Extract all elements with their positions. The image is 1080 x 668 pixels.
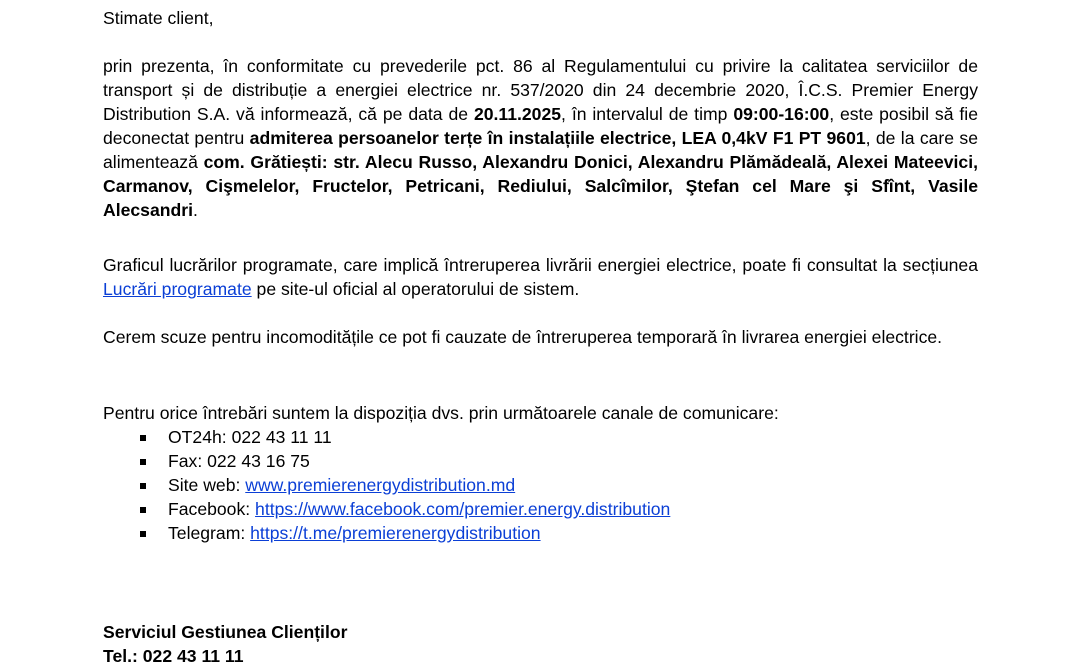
schedule-after: pe site-ul oficial al operatorului de sistem. <box>251 279 580 299</box>
contact-list <box>140 425 670 545</box>
contact-label: OT24h: <box>168 427 232 447</box>
square-bullet-icon <box>140 459 146 465</box>
facebook-link[interactable]: https://www.facebook.com/premier.energy.distribution <box>255 499 671 519</box>
contact-label: Facebook: <box>168 499 256 519</box>
ot24h-phone: 022 43 11 11 <box>231 427 332 447</box>
contact-item-fax <box>140 449 670 473</box>
website-link[interactable]: www.premierenergydistribution.md <box>245 475 516 495</box>
square-bullet-icon <box>140 531 146 537</box>
notice-paragraph <box>103 54 978 222</box>
contact-item-facebook <box>140 497 670 521</box>
contact-label: Site web: <box>168 475 246 495</box>
contact-label: Telegram: <box>168 523 251 543</box>
signature-department: Serviciul Gestiunea Clienților <box>103 622 348 642</box>
notice-intro: prin prezenta, în conformitate cu prevederile pct. 86 al Regulamentului cu privire la calitatea serviciilor de transport și de distribuție a energiei electrice nr. 537/2020 din 24 decembrie 2020, Î.C.S. Premier Energy Distribution S.A. vă informează, că pe data de <box>103 56 978 124</box>
fax-number: 022 43 16 75 <box>207 451 310 471</box>
notice-date: 20.11.2025 <box>473 104 562 124</box>
contact-item-telegram <box>140 521 670 545</box>
contact-item-website <box>140 473 670 497</box>
schedule-paragraph <box>103 253 978 301</box>
contact-item-ot24h <box>140 425 670 449</box>
notice-end: . <box>192 200 198 220</box>
notice-possible-text: , este posibil să fie deconectat pentru <box>103 104 978 148</box>
contact-label: Fax: <box>168 451 208 471</box>
signature-phone: Tel.: 022 43 11 11 <box>103 646 244 666</box>
schedule-before: Graficul lucrărilor programate, care implică întreruperea livrării energiei electrice, poate fi consultat la secțiunea <box>103 255 978 275</box>
square-bullet-icon <box>140 435 146 441</box>
contact-intro: Pentru orice întrebări suntem la dispoziția dvs. prin următoarele canale de comunicare: <box>103 403 779 423</box>
notice-supply-text: , de la care se alimentează <box>103 128 978 172</box>
square-bullet-icon <box>140 507 146 513</box>
telegram-link[interactable]: https://t.me/premierenergydistribution <box>250 523 541 543</box>
notice-time: 09:00-16:00 <box>733 104 830 124</box>
notice-interval-text: , în intervalul de timp <box>561 104 734 124</box>
square-bullet-icon <box>140 483 146 489</box>
notice-reason: admiterea persoanelor terțe în instalațiile electrice, LEA 0,4kV F1 PT 9601 <box>249 128 866 148</box>
notice-locations: com. Grătiești: str. Alecu Russo, Alexandru Donici, Alexandru Plămădeală, Alexei Mateevici, Carmanov, Cişmelelor, Fructelor, Petricani, Rediului, Salcîmilor, Ştefan cel Mare şi Sfînt, Vasile Alecsandri <box>103 152 978 220</box>
greeting: Stimate client, <box>103 8 214 28</box>
scheduled-works-link[interactable]: Lucrări programate <box>103 279 252 299</box>
apology-paragraph: Cerem scuze pentru incomoditățile ce pot fi cauzate de întreruperea temporară în livrarea energiei electrice. <box>103 327 943 347</box>
